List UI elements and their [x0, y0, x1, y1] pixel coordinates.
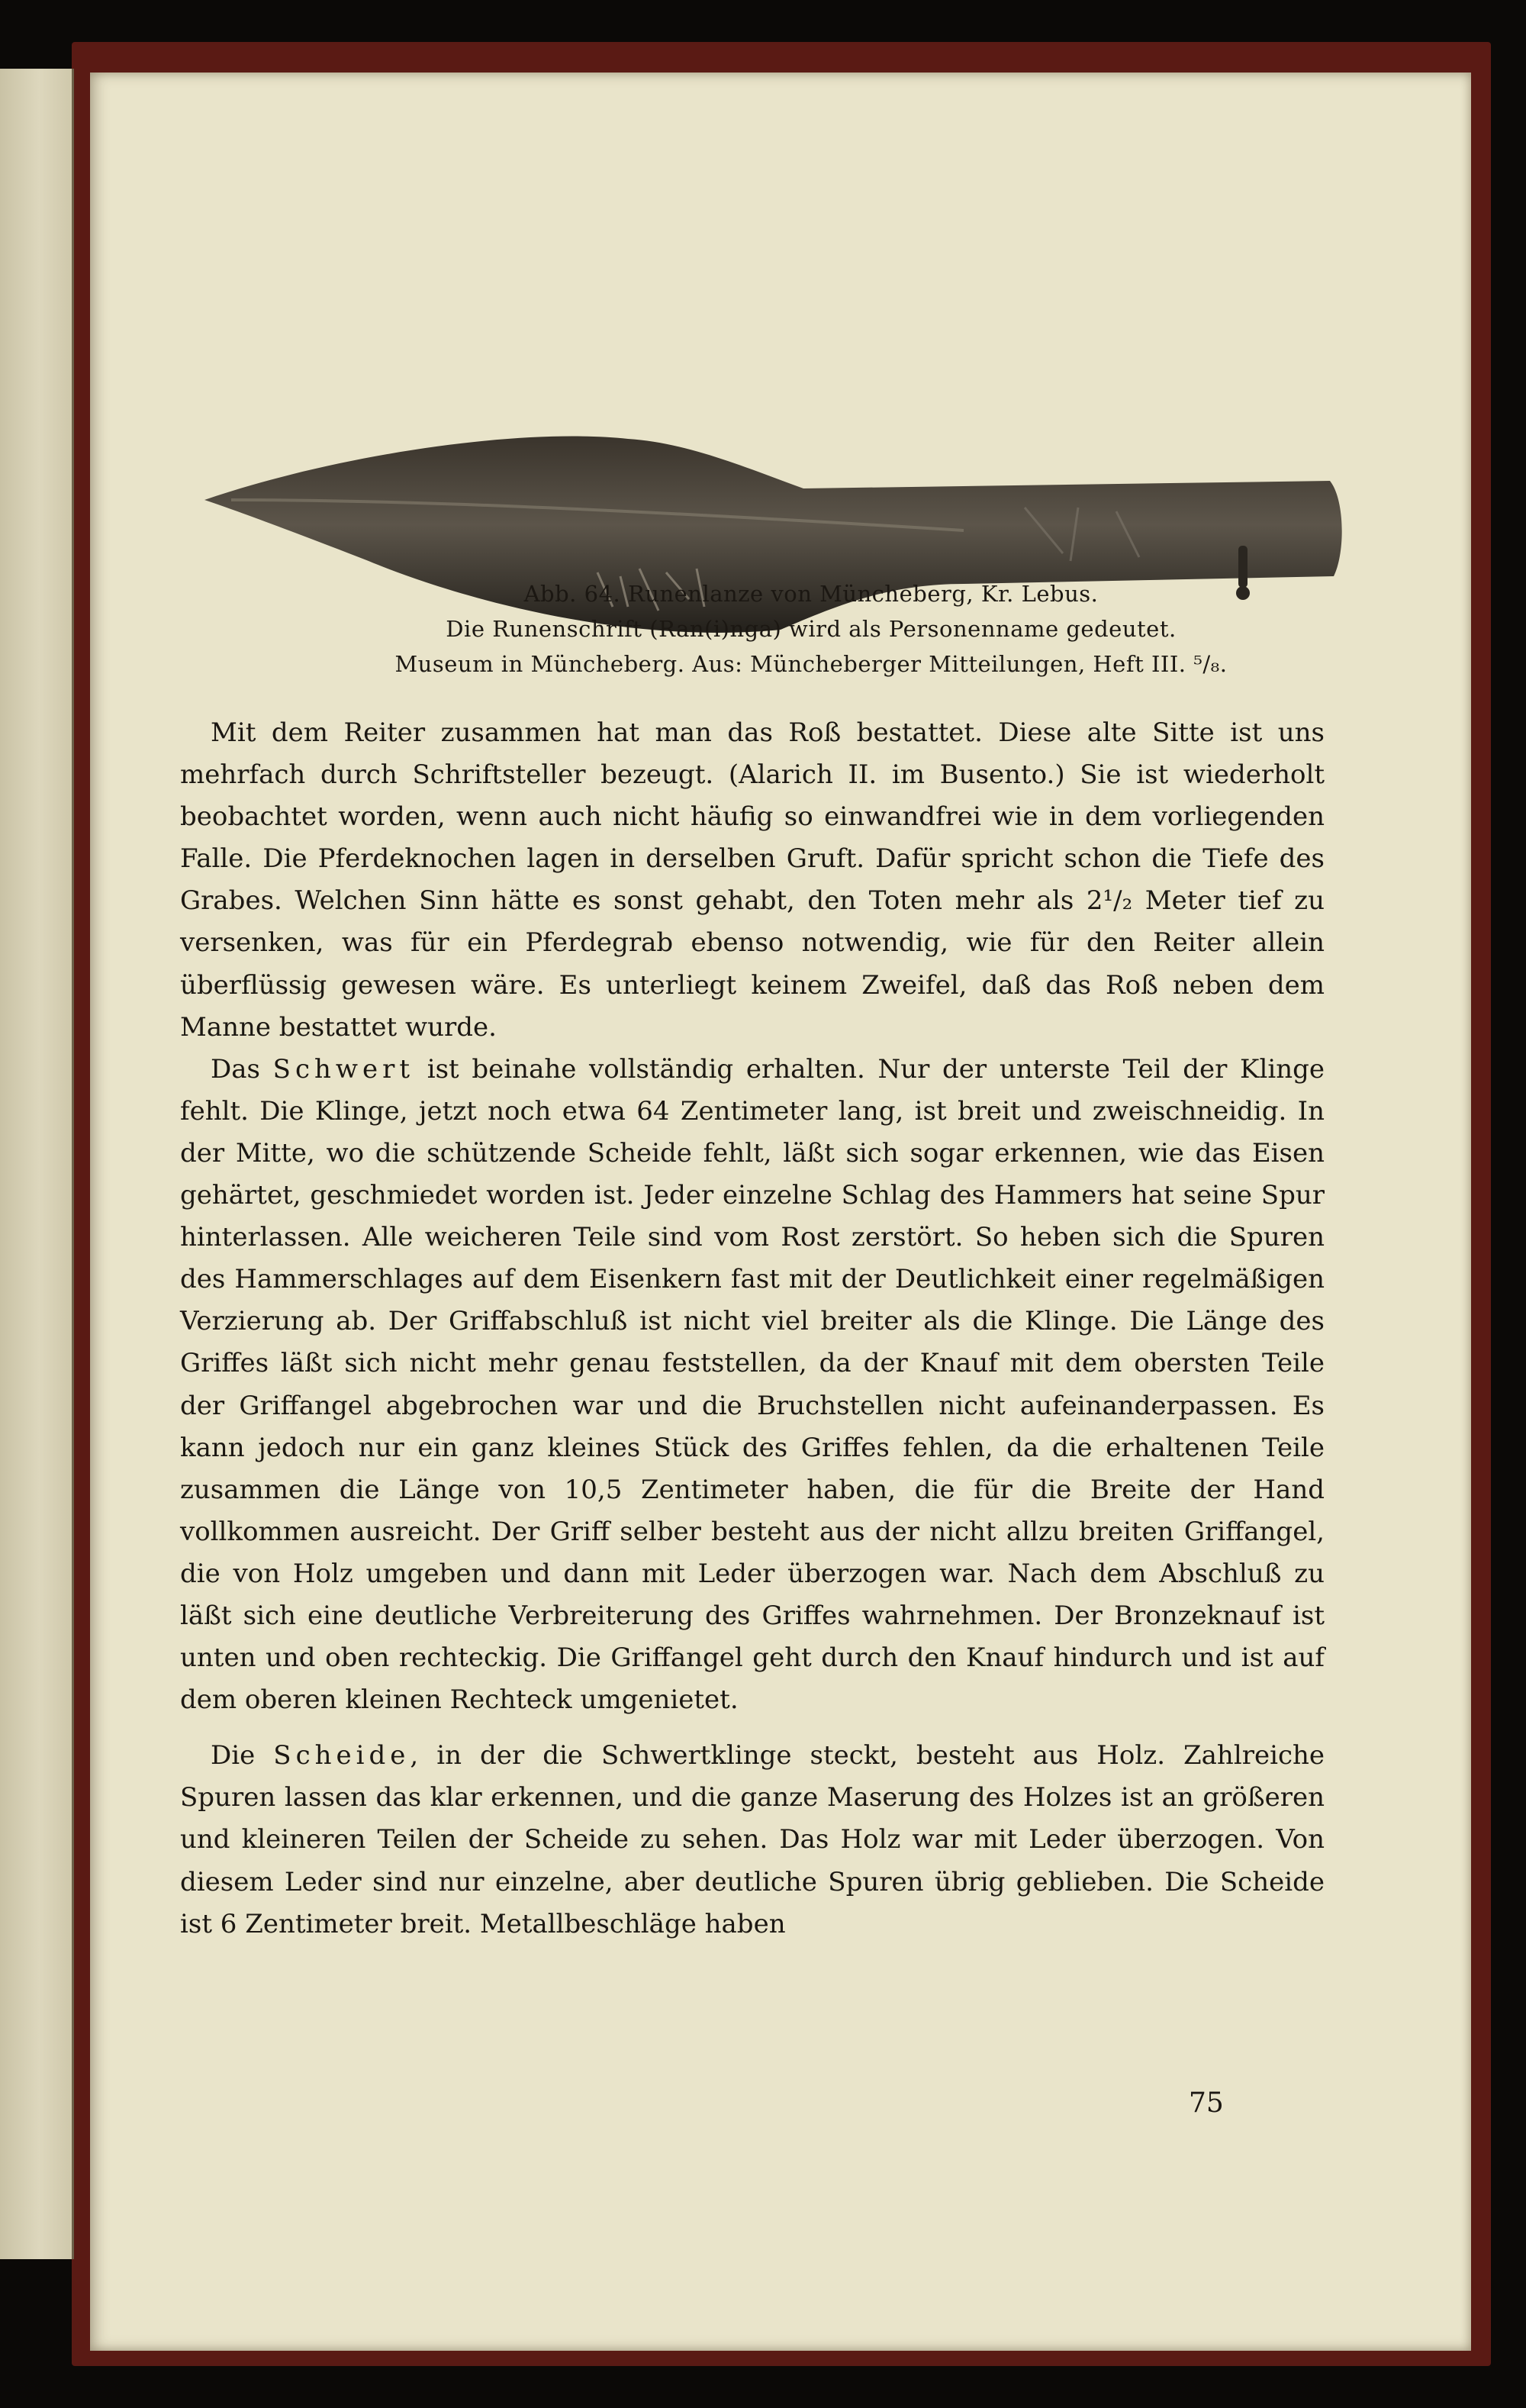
keyword-schwert: Schwert	[272, 1053, 415, 1085]
keyword-scheide: Scheide	[273, 1740, 410, 1771]
book-page	[90, 73, 1471, 2351]
body-text	[180, 712, 1325, 1945]
figure-caption-line1: Abb. 64. Runenlanze von Müncheberg, Kr. Lebus.	[523, 581, 1099, 607]
left-page-edge	[0, 69, 74, 2259]
page-number: 75	[1189, 2087, 1224, 2119]
paragraph-ross: Mit dem Reiter zusammen hat man das Roß bestattet. Diese alte Sitte ist uns mehrfach durch Schriftsteller bezeugt. (Alarich II. im Busento.) Sie ist wiederholt beobachtet worden, wenn auch nicht häufig so einwandfrei wie in dem vorliegenden Falle. Die Pferdeknochen lagen in derselben Gruft. Dafür spricht schon die Tiefe des Grabes. Welchen Sinn hätte es sonst gehabt, den Toten mehr als 2¹/₂ Meter tief zu versenken, was für ein Pferdegrab ebenso notwendig, wie für den Reiter allein überflüssig gewesen wäre. Es unterliegt keinem Zweifel, daß das Roß neben dem Manne bestattet wurde.	[180, 717, 1325, 1043]
caption-scale: ⁵/₈.	[1193, 651, 1228, 677]
paragraph-scheide: Die Scheide, in der die Schwertklinge steckt, besteht aus Holz. Zahlreiche Spuren lassen das klar erkennen, und die ganze Maserung des Holzes ist an größeren und kleineren Teilen der Scheide zu sehen. Das Holz war mit Leder überzogen. Von diesem Leder sind nur einzelne, aber deutliche Spuren übrig geblieben. Die Scheide ist 6 Zentimeter breit. Metallbeschläge haben	[180, 1740, 1325, 1939]
paragraph-schwert: Das Schwert ist beinahe vollständig erhalten. Nur der unterste Teil der Klinge fehlt. Die Klinge, jetzt noch etwa 64 Zentimeter lang, ist breit und zweischneidig. In der Mitte, wo die schützende Scheide fehlt, läßt sich sogar erkennen, wie das Eisen gehärtet, geschmiedet worden ist. Jeder einzelne Schlag des Hammers hat seine Spur hinterlassen. Alle weicheren Teile sind vom Rost zerstört. So heben sich die Spuren des Hammerschlages auf dem Eisenkern fast mit der Deutlichkeit einer regelmäßigen Verzierung ab. Der Griffabschluß ist nicht viel breiter als die Klinge. Die Länge des Griffes läßt sich nicht mehr genau feststellen, da der Knauf mit dem obersten Teile der Griffangel abgebrochen war und die Bruchstellen nicht aufeinanderpassen. Es kann jedoch nur ein ganz kleines Stück des Griffes fehlen, da die erhaltenen Teile zusammen die Länge von 10,5 Zentimeter haben, die für die Breite der Hand vollkommen ausreicht. Der Griff selber besteht aus der nicht allzu breiten Griffangel, die von Holz umgeben und dann mit Leder überzogen war. Nach dem Abschluß zu läßt sich eine deutliche Verbreiterung des Griffes wahrnehmen. Der Bronzeknauf ist unten und oben rechteckig. Die Griffangel geht durch den Knauf hindurch und ist auf dem oberen kleinen Rechteck umgenietet.	[180, 1053, 1325, 1716]
caption-source: Museum in Müncheberg. Aus: Müncheberger Mitteilungen, Heft III.	[394, 651, 1186, 677]
figure-caption-line3	[266, 646, 1357, 682]
figure-caption-line2: Die Runenschrift (Ran(i)nga) wird als Personenname gedeutet.	[446, 616, 1177, 642]
